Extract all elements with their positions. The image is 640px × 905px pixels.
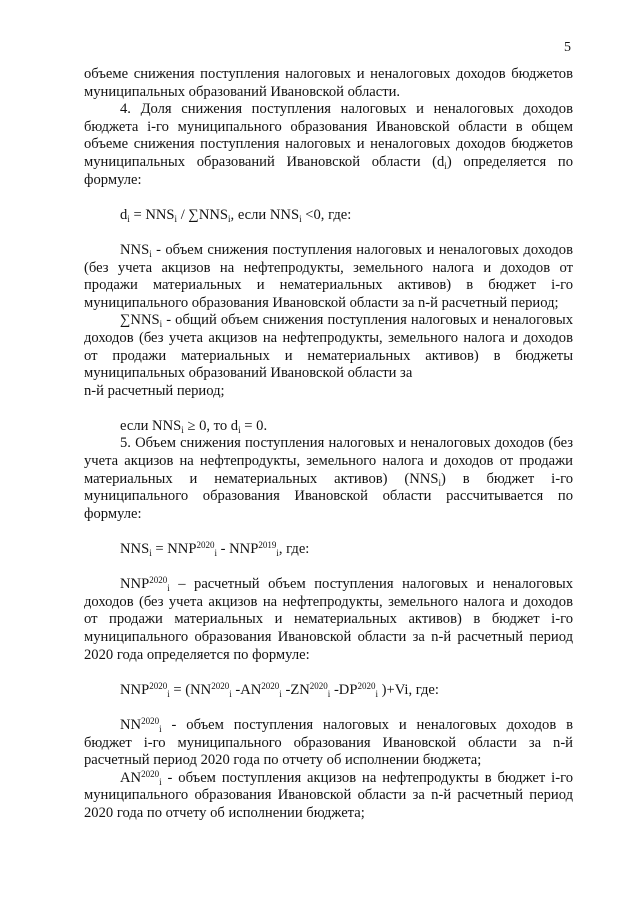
definition-nns: $NNS_i$ - объем снижения поступления налоговых и неналоговых доходов (без учета акцизов на нефтепродукты, земельного налога и доходов от продажи материальных и нематериальных активов) в бюджет i-го муниципального образования Ивановской области за n-й расчетный период; <box>84 241 573 311</box>
definition-an: $AN^{2020}_i$ - объем поступления акцизов на нефтепродукты в бюджет i-го муниципального образования Ивановской области за n-й расчетный период 2020 года по отчету об исполнении бюджета; <box>84 768 573 821</box>
definition-nn: $NN^{2020}_i$ - объем поступления налоговых и неналоговых доходов в бюджет i-го муниципального образования Ивановской области за n-й расчетный период 2020 года по отчету об исполнении бюджета; <box>84 715 573 769</box>
definition-sum-nns: $\sum NNS_i$ - общий объем снижения поступления налоговых и неналоговых доходов (без учета акцизов на нефтепродукты, земельного налога и доходов от продажи материальных и нематериальных активов) в бюджеты муниципальных образований Ивановской области за <box>84 312 573 382</box>
paragraph-4: 4. Доля снижения поступления налоговых и неналоговых доходов бюджета i-го муниципального образования Ивановской области в общем объеме снижения поступления налоговых и неналоговых доходов бюджетов муниципальных образований Ивановской области $(d_i)$ определяется по формуле: <box>84 101 573 188</box>
paragraph-5: 5. Объем снижения поступления налоговых и неналоговых доходов (без учета акцизов на нефтепродукты, земельного налога и доходов от продажи материальных и нематериальных активов) $(NNS_i)$ в бюджет i-го муниципального образования Ивановской области рассчитывается по формуле: <box>84 435 573 522</box>
formula-d: $d_i = NNS_i / \sum NNS_i$, если $NNS_i <0$, где: <box>120 206 352 224</box>
definition-nnp: $NNP^{2020}_i$ – расчетный объем поступления налоговых и неналоговых доходов (без учета акцизов на нефтепродукты, земельного налога и доходов от продажи материальных и нематериальных активов) в бюджет i-го муниципального образования Ивановской области за n-й расчетный период 2020 года определяется по формуле: <box>84 575 573 663</box>
formula-nnp: $NNP^{2020}_i = (NN^{2020}_i$ $-AN^{2020}_i$ $-ZN^{2020}_i$ $-DP^{2020}_i$ )+Vi, где: <box>120 680 439 699</box>
condition-nns: если $NNS_i \ge 0$, то $d_i = 0$. <box>120 417 268 435</box>
document-body <box>84 66 573 823</box>
definition-sum-nns-end: n-й расчетный период; <box>84 382 225 399</box>
paragraph-continuation: объеме снижения поступления налоговых и неналоговых доходов бюджетов муниципальных образований Ивановской области. <box>84 66 573 100</box>
formula-nns: $NNS_i = NNP^{2020}_i - NNP^{2019}_i$, где: <box>120 540 310 559</box>
page-number: 5 <box>564 40 571 55</box>
